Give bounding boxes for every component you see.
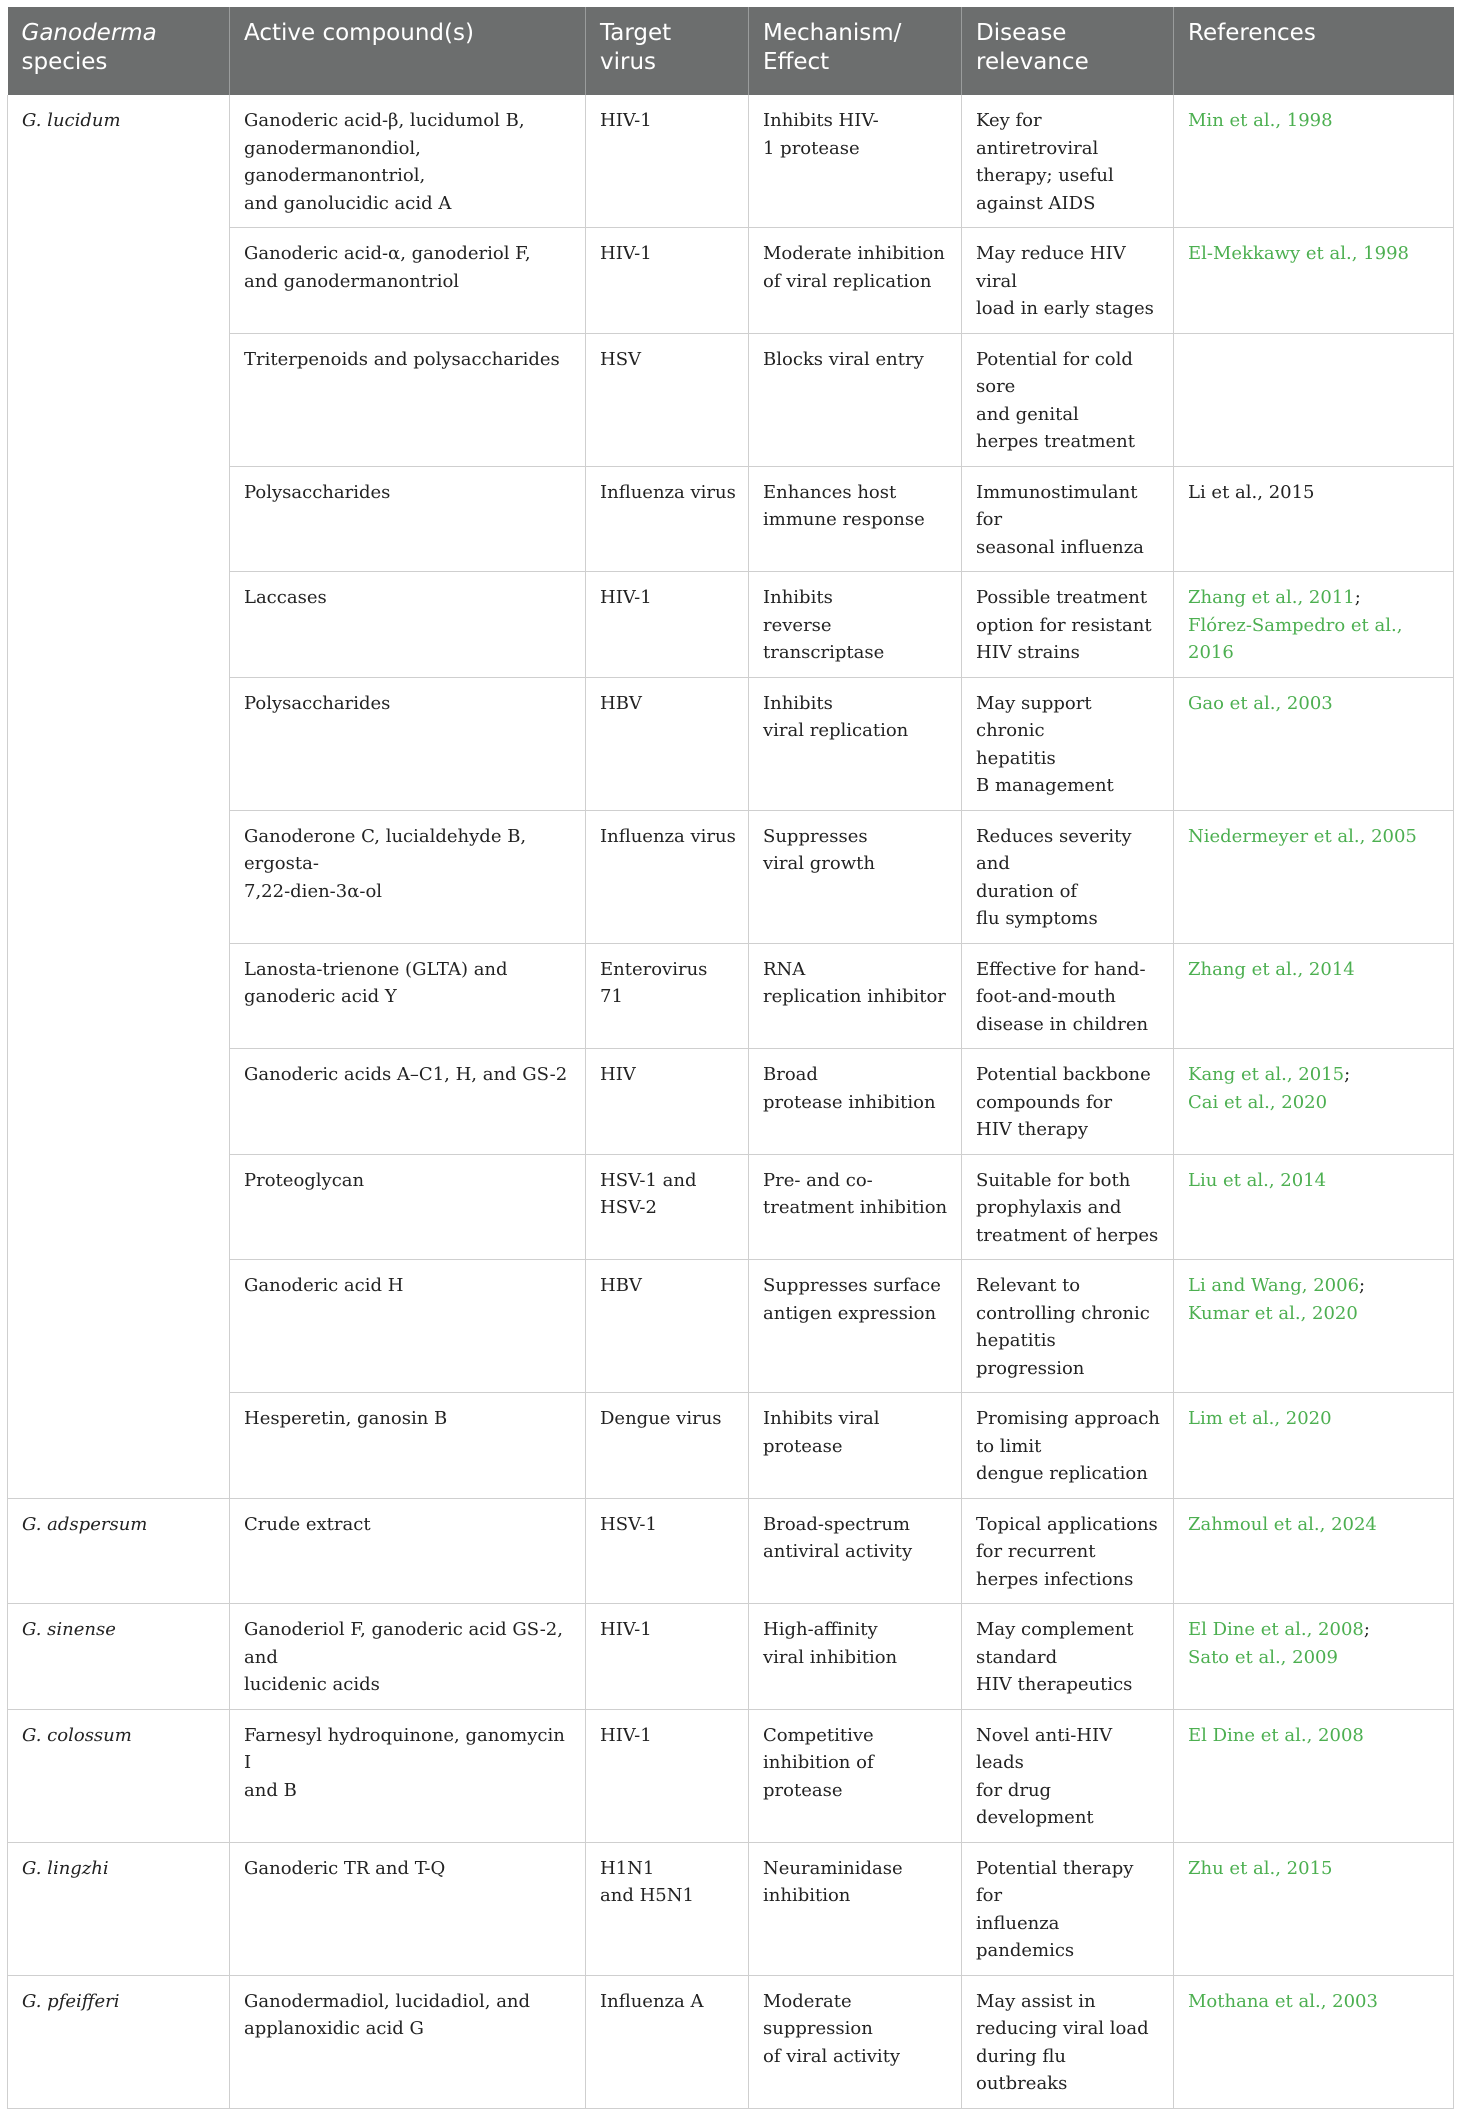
cell-text-line: of viral activity <box>763 2045 901 2067</box>
cell-text-line: H1N1 <box>600 1857 655 1879</box>
cell-text-line: Neuraminidase <box>763 1857 903 1879</box>
cell-text-line: herpes treatment <box>976 431 1135 452</box>
reference-line <box>1188 1167 1441 1195</box>
cell-text-line: Polysaccharides <box>244 481 391 503</box>
mechanism-cell <box>749 1049 962 1155</box>
header-disease-relevance <box>962 7 1174 95</box>
cell-text-line: during flu outbreaks <box>976 2045 1068 2094</box>
cell-text-line: Ganoderiol F, ganoderic acid GS-2, and <box>244 1619 563 1668</box>
ganoderma-antiviral-table <box>7 7 1454 2109</box>
cell-text-line: Topical applications <box>976 1513 1158 1535</box>
reference-line <box>1188 823 1441 851</box>
reference-line <box>1188 1722 1441 1750</box>
cell-text-line: Ganoderone C, lucialdehyde B, ergosta- <box>244 825 527 874</box>
compound-cell <box>230 1260 586 1393</box>
species-cell: G. adspersum <box>8 1498 230 1604</box>
mechanism-cell <box>749 1604 962 1710</box>
references-cell <box>1174 677 1454 810</box>
header-mechanism <box>749 7 962 95</box>
cell-text-line: duration of <box>976 880 1078 902</box>
reference-link[interactable]: Cai et al., 2020 <box>1188 1091 1328 1113</box>
cell-text-line: Competitive <box>763 1724 874 1746</box>
compound-cell <box>230 1709 586 1842</box>
mechanism-cell <box>749 1975 962 2108</box>
compound-cell <box>230 1842 586 1975</box>
species-cell: G. pfeifferi <box>8 1975 230 2108</box>
cell-text-line: Inhibits <box>763 692 833 714</box>
compound-cell <box>230 95 586 228</box>
relevance-cell <box>962 677 1174 810</box>
cell-text-line: Polysaccharides <box>244 692 391 714</box>
cell-text-line: HBV <box>600 692 642 714</box>
virus-cell <box>586 1393 749 1499</box>
header-text-line: Target <box>600 20 672 46</box>
compound-cell <box>230 1498 586 1604</box>
relevance-cell <box>962 1604 1174 1710</box>
cell-text-line: HSV-1 and <box>600 1169 697 1191</box>
relevance-cell <box>962 1498 1174 1604</box>
cell-text-line: Pre- and co- <box>763 1169 873 1191</box>
cell-text-line: HIV therapeutics <box>976 1674 1133 1695</box>
reference-line <box>1188 1405 1441 1433</box>
cell-text-line: protease inhibition <box>763 1091 936 1113</box>
virus-cell <box>586 1709 749 1842</box>
reference-text: Li et al., 2015 <box>1188 481 1315 503</box>
cell-text-line: flu symptoms <box>976 908 1098 929</box>
table-container <box>7 7 1453 2109</box>
cell-text-line: Farnesyl hydroquinone, ganomycin I <box>244 1724 565 1773</box>
relevance-cell <box>962 1260 1174 1393</box>
cell-text-line: and B <box>244 1779 297 1801</box>
cell-text-line: controlling chronic <box>976 1302 1150 1324</box>
header-text-line: Ganoderma <box>21 20 157 46</box>
cell-text-line: Potential for cold sore <box>976 348 1133 397</box>
virus-cell <box>586 228 749 334</box>
cell-text-line: Ganodermadiol, lucidadiol, and <box>244 1990 531 2012</box>
references-cell <box>1174 333 1454 466</box>
reference-link[interactable]: Kumar et al., 2020 <box>1188 1302 1358 1324</box>
cell-text-line: therapy; useful <box>976 165 1114 186</box>
cell-text-line: Crude extract <box>244 1513 371 1535</box>
table-row <box>8 1975 1454 2108</box>
cell-text-line: Hesperetin, ganosin B <box>244 1408 448 1429</box>
reference-link[interactable]: Kang et al., 2015 <box>1188 1064 1345 1085</box>
cell-text-line: Moderate inhibition <box>763 243 945 264</box>
relevance-cell <box>962 228 1174 334</box>
virus-cell <box>586 677 749 810</box>
compound-cell <box>230 677 586 810</box>
cell-text-line: Ganoderic acid-β, lucidumol B, <box>244 110 525 131</box>
cell-text-line: Novel anti-HIV leads <box>976 1724 1113 1773</box>
relevance-cell <box>962 95 1174 228</box>
cell-text-line: to limit <box>976 1435 1042 1457</box>
header-target-virus <box>586 7 749 95</box>
reference-link[interactable]: Min et al., 1998 <box>1188 110 1333 131</box>
cell-text-line: HIV-1 <box>600 1619 652 1640</box>
cell-text-line: HSV-2 <box>600 1197 657 1218</box>
header-text-line: virus <box>600 49 657 75</box>
mechanism-cell <box>749 1260 962 1393</box>
header-text-line: References <box>1188 20 1316 46</box>
cell-text-line: Ganoderic acid H <box>244 1275 404 1296</box>
reference-line <box>1188 1089 1441 1117</box>
mechanism-cell <box>749 228 962 334</box>
references-cell <box>1174 943 1454 1049</box>
compound-cell <box>230 333 586 466</box>
references-cell <box>1174 1498 1454 1604</box>
cell-text-line: HIV strains <box>976 642 1080 663</box>
cell-text-line: load in early stages <box>976 298 1154 319</box>
cell-text-line: Ganoderic TR and T-Q <box>244 1857 446 1879</box>
cell-text-line: foot-and-mouth <box>976 986 1116 1007</box>
cell-text-line: hepatitis progression <box>976 1330 1085 1379</box>
header-text-line: Active compound(s) <box>244 20 474 46</box>
reference-line <box>1188 956 1441 984</box>
cell-text-line: viral replication <box>763 720 909 741</box>
species-cell: G. colossum <box>8 1709 230 1842</box>
cell-text-line: influenza pandemics <box>976 1912 1075 1961</box>
relevance-cell <box>962 943 1174 1049</box>
virus-cell <box>586 1842 749 1975</box>
cell-text-line: Proteoglycan <box>244 1169 365 1191</box>
header-text-line: species <box>21 49 108 75</box>
table-row <box>8 95 1454 228</box>
reference-link[interactable]: El Dine et al., 2008 <box>1188 1724 1364 1746</box>
cell-text-line: immune response <box>763 509 925 530</box>
cell-text-line: Inhibits HIV- <box>763 110 879 131</box>
reference-link[interactable]: Zhu et al., 2015 <box>1188 1857 1333 1879</box>
relevance-cell <box>962 572 1174 678</box>
header-compounds <box>230 7 586 95</box>
reference-line <box>1188 612 1441 667</box>
cell-text-line: Suppresses <box>763 825 868 847</box>
cell-text-line: Triterpenoids and polysaccharides <box>244 348 560 370</box>
cell-text-line: May support chronic <box>976 692 1092 741</box>
references-cell <box>1174 95 1454 228</box>
header-text-line: Mechanism/ <box>763 20 902 46</box>
reference-separator: ; <box>1344 1064 1351 1085</box>
species-cell: G. lingzhi <box>8 1842 230 1975</box>
reference-line <box>1188 1644 1441 1672</box>
virus-cell <box>586 333 749 466</box>
references-cell <box>1174 1604 1454 1710</box>
cell-text-line: of viral replication <box>763 270 932 292</box>
table-row <box>8 1842 1454 1975</box>
cell-text-line: compounds for <box>976 1091 1113 1113</box>
cell-text-line: replication inhibitor <box>763 986 946 1007</box>
relevance-cell <box>962 1393 1174 1499</box>
virus-cell <box>586 1154 749 1260</box>
mechanism-cell <box>749 1842 962 1975</box>
cell-text-line: dengue replication <box>976 1463 1148 1484</box>
cell-text-line: and ganolucidic acid A <box>244 192 452 214</box>
cell-text-line: herpes infections <box>976 1568 1134 1590</box>
cell-text-line: May reduce HIV viral <box>976 243 1126 292</box>
reference-link[interactable]: Niedermeyer et al., 2005 <box>1188 825 1417 847</box>
cell-text-line: antiviral activity <box>763 1541 913 1562</box>
reference-line <box>1188 690 1441 718</box>
reference-link[interactable]: Zhang et al., 2011 <box>1188 587 1355 608</box>
cell-text-line: reducing viral load <box>976 2018 1149 2039</box>
relevance-cell <box>962 1154 1174 1260</box>
mechanism-cell <box>749 1393 962 1499</box>
cell-text-line: Possible treatment <box>976 587 1148 608</box>
virus-cell <box>586 1260 749 1393</box>
reference-line <box>1188 1616 1441 1644</box>
cell-text-line: May complement <box>976 1619 1134 1640</box>
table-header <box>8 7 1454 95</box>
mechanism-cell <box>749 1154 962 1260</box>
cell-text-line: Ganoderic acids A–C1, H, and GS-2 <box>244 1064 568 1085</box>
compound-cell <box>230 466 586 572</box>
cell-text-line: HSV-1 <box>600 1513 657 1535</box>
reference-link[interactable]: Li and Wang, 2006 <box>1188 1275 1360 1296</box>
compound-cell <box>230 1975 586 2108</box>
mechanism-cell <box>749 810 962 943</box>
cell-text-line: Immunostimulant for <box>976 481 1138 530</box>
cell-text-line: Enterovirus 71 <box>600 958 708 1007</box>
reference-line <box>1188 1988 1441 2016</box>
compound-cell <box>230 572 586 678</box>
mechanism-cell <box>749 333 962 466</box>
reference-link[interactable]: Lim et al., 2020 <box>1188 1408 1332 1429</box>
cell-text-line: and H5N1 <box>600 1885 694 1906</box>
mechanism-cell <box>749 466 962 572</box>
virus-cell <box>586 466 749 572</box>
virus-cell <box>586 1498 749 1604</box>
reference-link[interactable]: Mothana et al., 2003 <box>1188 1990 1378 2012</box>
cell-text-line: viral growth <box>763 853 875 874</box>
reference-separator: ; <box>1363 1619 1370 1640</box>
cell-text-line: Influenza A <box>600 1990 704 2012</box>
compound-cell <box>230 228 586 334</box>
relevance-cell <box>962 1842 1174 1975</box>
cell-text-line: Ganoderic acid-α, ganoderiol F, <box>244 243 531 264</box>
header-text-line: Effect <box>763 49 830 75</box>
cell-text-line: HIV-1 <box>600 587 652 608</box>
cell-text-line: Influenza virus <box>600 481 736 503</box>
virus-cell <box>586 1049 749 1155</box>
relevance-cell <box>962 466 1174 572</box>
reference-separator: ; <box>1354 587 1361 608</box>
cell-text-line: Blocks viral entry <box>763 348 924 370</box>
cell-text-line: May assist in <box>976 1990 1096 2012</box>
cell-text-line: Lanosta-trienone (GLTA) and <box>244 958 508 980</box>
cell-text-line: Promising approach <box>976 1408 1160 1429</box>
cell-text-line: antigen expression <box>763 1302 937 1324</box>
references-cell <box>1174 1049 1454 1155</box>
reference-line <box>1188 1300 1441 1328</box>
reference-line <box>1188 1272 1441 1300</box>
cell-text-line: disease in children <box>976 1013 1149 1035</box>
mechanism-cell <box>749 95 962 228</box>
cell-text-line: B management <box>976 775 1114 796</box>
cell-text-line: Enhances host <box>763 481 897 503</box>
cell-text-line: Broad-spectrum <box>763 1513 910 1535</box>
mechanism-cell <box>749 572 962 678</box>
cell-text-line: for recurrent <box>976 1541 1096 1562</box>
cell-text-line: HIV therapy <box>976 1119 1089 1140</box>
cell-text-line: HSV <box>600 348 642 370</box>
table-row <box>8 1498 1454 1604</box>
virus-cell <box>586 1975 749 2108</box>
cell-text-line: 1 protease <box>763 137 860 159</box>
compound-cell <box>230 810 586 943</box>
cell-text-line: Suitable for both <box>976 1169 1131 1191</box>
cell-text-line: treatment inhibition <box>763 1197 948 1218</box>
cell-text-line: hepatitis <box>976 747 1056 769</box>
reference-line <box>1188 1061 1441 1089</box>
reference-link[interactable]: Zhang et al., 2014 <box>1188 958 1355 980</box>
table-body <box>8 95 1454 2108</box>
mechanism-cell <box>749 943 962 1049</box>
cell-text-line: HBV <box>600 1275 642 1296</box>
reference-link[interactable]: Zahmoul et al., 2024 <box>1188 1513 1377 1535</box>
cell-text-line: HIV-1 <box>600 1724 652 1746</box>
cell-text-line: reverse transcriptase <box>763 614 885 663</box>
header-text-line: Disease <box>976 20 1067 46</box>
cell-text-line: ganodermanondiol, ganodermanontriol, <box>244 137 426 186</box>
cell-text-line: viral inhibition <box>763 1646 898 1668</box>
cell-text-line: ganoderic acid Y <box>244 986 397 1007</box>
reference-line <box>1188 107 1441 135</box>
cell-text-line: standard <box>976 1646 1058 1668</box>
cell-text-line: Moderate suppression <box>763 1990 873 2039</box>
reference-link[interactable]: El-Mekkawy et al., 1998 <box>1188 243 1409 264</box>
header-text-line: relevance <box>976 49 1089 75</box>
references-cell <box>1174 810 1454 943</box>
virus-cell <box>586 1604 749 1710</box>
references-cell <box>1174 466 1454 572</box>
references-cell <box>1174 1260 1454 1393</box>
cell-text-line: High-affinity <box>763 1619 878 1640</box>
cell-text-line: inhibition of protease <box>763 1752 874 1801</box>
compound-cell <box>230 1393 586 1499</box>
cell-text-line: Influenza virus <box>600 825 736 847</box>
header-species <box>8 7 230 95</box>
cell-text-line: HIV <box>600 1064 636 1085</box>
virus-cell <box>586 572 749 678</box>
cell-text-line: Inhibits <box>763 587 833 608</box>
cell-text-line: HIV-1 <box>600 243 652 264</box>
references-cell <box>1174 228 1454 334</box>
reference-line <box>1188 240 1441 268</box>
relevance-cell <box>962 1709 1174 1842</box>
cell-text-line: Inhibits viral protease <box>763 1408 880 1457</box>
virus-cell <box>586 943 749 1049</box>
header-references <box>1174 7 1454 95</box>
cell-text-line: Key for antiretroviral <box>976 110 1099 159</box>
cell-text-line: 7,22-dien-3α-ol <box>244 880 383 902</box>
relevance-cell <box>962 810 1174 943</box>
mechanism-cell <box>749 677 962 810</box>
compound-cell <box>230 1154 586 1260</box>
reference-separator: ; <box>1359 1275 1366 1296</box>
cell-text-line: Reduces severity and <box>976 825 1132 874</box>
reference-line <box>1188 1855 1441 1883</box>
cell-text-line: Effective for hand- <box>976 958 1146 980</box>
virus-cell <box>586 810 749 943</box>
reference-line <box>1188 584 1441 612</box>
mechanism-cell <box>749 1498 962 1604</box>
cell-text-line: RNA <box>763 958 806 980</box>
reference-link[interactable]: Gao et al., 2003 <box>1188 692 1333 714</box>
species-cell: G. sinense <box>8 1604 230 1710</box>
relevance-cell <box>962 333 1174 466</box>
reference-line <box>1188 479 1441 507</box>
cell-text-line: Potential therapy for <box>976 1857 1134 1906</box>
table-row <box>8 1709 1454 1842</box>
cell-text-line: HIV-1 <box>600 110 652 131</box>
relevance-cell <box>962 1049 1174 1155</box>
reference-link[interactable]: El Dine et al., 2008 <box>1188 1619 1364 1640</box>
cell-text-line: Broad <box>763 1064 818 1085</box>
cell-text-line: lucidenic acids <box>244 1674 380 1695</box>
references-cell <box>1174 1975 1454 2108</box>
references-cell <box>1174 1709 1454 1842</box>
references-cell <box>1174 1393 1454 1499</box>
compound-cell <box>230 943 586 1049</box>
cell-text-line: Suppresses surface <box>763 1275 941 1296</box>
species-cell: G. lucidum <box>8 95 230 1498</box>
virus-cell <box>586 95 749 228</box>
references-cell <box>1174 572 1454 678</box>
cell-text-line: Laccases <box>244 587 327 608</box>
cell-text-line: option for resistant <box>976 614 1152 636</box>
cell-text-line: Dengue virus <box>600 1408 722 1429</box>
cell-text-line: Potential backbone <box>976 1064 1151 1085</box>
cell-text-line: for drug development <box>976 1779 1094 1828</box>
reference-link[interactable]: Flórez-Sampedro et al., 2016 <box>1188 614 1403 663</box>
relevance-cell <box>962 1975 1174 2108</box>
cell-text-line: inhibition <box>763 1885 851 1906</box>
cell-text-line: applanoxidic acid G <box>244 2018 424 2039</box>
cell-text-line: and ganodermanontriol <box>244 270 460 292</box>
cell-text-line: seasonal influenza <box>976 536 1144 558</box>
compound-cell <box>230 1604 586 1710</box>
reference-line <box>1188 1511 1441 1539</box>
references-cell <box>1174 1154 1454 1260</box>
compound-cell <box>230 1049 586 1155</box>
mechanism-cell <box>749 1709 962 1842</box>
cell-text-line: treatment of herpes <box>976 1224 1159 1246</box>
cell-text-line: Relevant to <box>976 1275 1081 1296</box>
reference-link[interactable]: Liu et al., 2014 <box>1188 1169 1327 1191</box>
cell-text-line: against AIDS <box>976 192 1096 214</box>
header-row <box>8 7 1454 95</box>
cell-text-line: prophylaxis and <box>976 1197 1122 1218</box>
cell-text-line: and genital <box>976 403 1079 425</box>
table-row <box>8 1604 1454 1710</box>
reference-link[interactable]: Sato et al., 2009 <box>1188 1646 1338 1668</box>
references-cell <box>1174 1842 1454 1975</box>
